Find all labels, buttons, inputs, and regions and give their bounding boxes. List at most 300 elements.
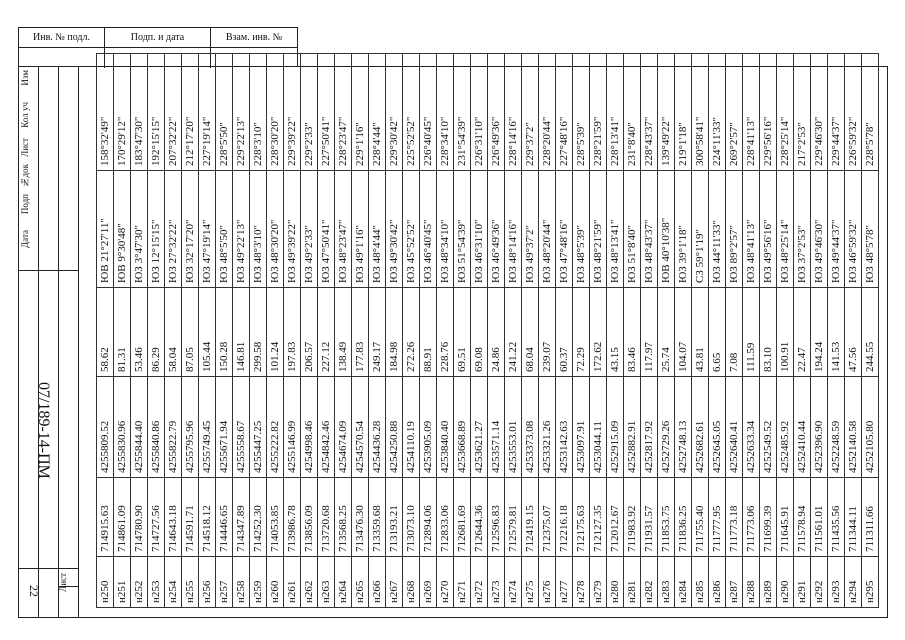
cell-x: 712127.35 — [590, 478, 607, 557]
cell-name: н262 — [301, 557, 318, 608]
cell-len: 60.37 — [556, 288, 573, 377]
cell-ang: 224°11'33" — [709, 54, 726, 171]
cell-y: 4252729.26 — [658, 377, 675, 478]
cell-dir: ЮЗ 49°30'42" — [386, 171, 403, 288]
cell-len: 138.49 — [335, 288, 352, 377]
cell-y: 4252105.80 — [862, 377, 879, 478]
cell-len: 43.15 — [607, 288, 624, 377]
table-row — [471, 54, 488, 608]
cell-x: 714347.89 — [233, 478, 250, 557]
cell-y: 4254250.88 — [386, 377, 403, 478]
cell-ang: 231°54'39" — [454, 54, 471, 171]
cell-name: н265 — [352, 557, 369, 608]
cell-len: 244.55 — [862, 288, 879, 377]
col-label-list: Лист — [20, 138, 30, 157]
cell-dir: ЮЗ 48°43'37" — [641, 171, 658, 288]
cell-y: 4253571.14 — [488, 377, 505, 478]
cell-x: 713073.10 — [403, 478, 420, 557]
cell-ang: 183°47'30" — [131, 54, 148, 171]
cell-name: н276 — [539, 557, 556, 608]
cell-y: 4255447.25 — [250, 377, 267, 478]
cell-y: 4254110.19 — [403, 377, 420, 478]
cell-x: 712894.06 — [420, 478, 437, 557]
cell-name: н280 — [607, 557, 624, 608]
cell-name: н255 — [182, 557, 199, 608]
cell-dir: ЮЗ 47°50'41" — [318, 171, 335, 288]
cell-x: 712375.07 — [539, 478, 556, 557]
cell-len: 69.51 — [454, 288, 471, 377]
cell-ang: 229°37'2" — [522, 54, 539, 171]
cell-ang: 225°52'52" — [403, 54, 420, 171]
cell-ang: 158°32'49" — [97, 54, 114, 171]
table-row — [862, 54, 879, 608]
cell-x: 713986.78 — [284, 478, 301, 557]
cell-len: 184.98 — [386, 288, 403, 377]
document-code: 07/189-14-ПМ — [35, 381, 52, 479]
table-row — [624, 54, 641, 608]
cell-len: 22.47 — [794, 288, 811, 377]
cell-dir: ЮЗ 37°2'53" — [794, 171, 811, 288]
cell-name: н252 — [131, 557, 148, 608]
cell-x: 711836.25 — [675, 478, 692, 557]
cell-name: н269 — [420, 557, 437, 608]
coordinates-table — [96, 53, 879, 608]
cell-ang: 217°2'53" — [794, 54, 811, 171]
cell-dir: ЮЗ 48°4'44" — [369, 171, 386, 288]
cell-y: 4253321.26 — [539, 377, 556, 478]
cell-name: н264 — [335, 557, 352, 608]
cell-y: 4252633.34 — [743, 377, 760, 478]
cell-x: 714446.65 — [216, 478, 233, 557]
cell-y: 4252882.91 — [624, 377, 641, 478]
cell-len: 272.26 — [403, 288, 420, 377]
cell-x: 712644.36 — [471, 478, 488, 557]
cell-len: 101.24 — [267, 288, 284, 377]
cell-name: н292 — [811, 557, 828, 608]
cell-name: н274 — [505, 557, 522, 608]
cell-dir: ЮЗ 48°21'59" — [590, 171, 607, 288]
cell-len: 239.07 — [539, 288, 556, 377]
cell-len: 88.91 — [420, 288, 437, 377]
cell-ang: 228°21'59" — [590, 54, 607, 171]
cell-x: 714518.12 — [199, 478, 216, 557]
cell-x: 712579.81 — [505, 478, 522, 557]
vzam-label: Взам. инв. № — [211, 28, 297, 48]
table-row — [199, 54, 216, 608]
cell-dir: ЮЗ 47°19'14" — [199, 171, 216, 288]
cell-ang: 231°8'40" — [624, 54, 641, 171]
cell-name: н295 — [862, 557, 879, 608]
cell-name: н278 — [573, 557, 590, 608]
cell-y: 4252248.59 — [828, 377, 845, 478]
cell-x: 711344.11 — [845, 478, 862, 557]
cell-dir: ЮЗ 49°46'30" — [811, 171, 828, 288]
cell-dir: ЮЗ 49°22'13" — [233, 171, 250, 288]
cell-x: 711699.39 — [760, 478, 777, 557]
table-row — [743, 54, 760, 608]
cell-len: 141.53 — [828, 288, 845, 377]
table-row — [607, 54, 624, 608]
cell-y: 4252549.52 — [760, 377, 777, 478]
cell-len: 194.24 — [811, 288, 828, 377]
cell-x: 711645.91 — [777, 478, 794, 557]
table-row — [267, 54, 284, 608]
col-label-kol: Кол уч — [20, 102, 30, 128]
table-row — [488, 54, 505, 608]
table-row — [216, 54, 233, 608]
cell-name: н251 — [114, 557, 131, 608]
cell-name: н284 — [675, 557, 692, 608]
cell-ang: 229°22'13" — [233, 54, 250, 171]
table-row — [522, 54, 539, 608]
cell-len: 53.46 — [131, 288, 148, 377]
table-row — [318, 54, 335, 608]
cell-name: н294 — [845, 557, 862, 608]
cell-y: 4253553.01 — [505, 377, 522, 478]
cell-dir: ЮЗ 51°54'39" — [454, 171, 471, 288]
cell-dir: ЮЗ 46°40'45" — [420, 171, 437, 288]
cell-dir: ЮЗ 48°34'10" — [437, 171, 454, 288]
cell-y: 4254674.09 — [335, 377, 352, 478]
cell-ang: 269°2'57" — [726, 54, 743, 171]
cell-y: 4252410.44 — [794, 377, 811, 478]
cell-len: 69.08 — [471, 288, 488, 377]
cell-ang: 219°1'18" — [675, 54, 692, 171]
cell-name: н285 — [692, 557, 709, 608]
cell-len: 197.83 — [284, 288, 301, 377]
table-row — [573, 54, 590, 608]
cell-y: 4254436.28 — [369, 377, 386, 478]
table-row — [420, 54, 437, 608]
cell-ang: 228°5'39" — [573, 54, 590, 171]
cell-len: 83.10 — [760, 288, 777, 377]
cell-ang: 226°49'36" — [488, 54, 505, 171]
table-row — [539, 54, 556, 608]
cell-dir: ЮЗ 48°5'50" — [216, 171, 233, 288]
cell-x: 713720.68 — [318, 478, 335, 557]
cell-name: н250 — [97, 557, 114, 608]
table-row — [165, 54, 182, 608]
cell-dir: ЮЗ 32°17'20" — [182, 171, 199, 288]
cell-y: 4252396.90 — [811, 377, 828, 478]
cell-ang: 226°31'10" — [471, 54, 488, 171]
table-row — [454, 54, 471, 608]
cell-dir: ЮВ 21°27'11" — [97, 171, 114, 288]
cell-len: 72.29 — [573, 288, 590, 377]
cell-y: 4255830.96 — [114, 377, 131, 478]
cell-y: 4253668.89 — [454, 377, 471, 478]
cell-ang: 228°43'37" — [641, 54, 658, 171]
cell-y: 4255558.67 — [233, 377, 250, 478]
cell-ang: 300°58'41" — [692, 54, 709, 171]
cell-ang: 229°1'16" — [352, 54, 369, 171]
cell-len: 24.86 — [488, 288, 505, 377]
cell-ang: 228°4'44" — [369, 54, 386, 171]
col-label-ndoc: №док — [20, 164, 30, 188]
table-row — [811, 54, 828, 608]
cell-ang: 229°39'22" — [284, 54, 301, 171]
cell-ang: 228°13'41" — [607, 54, 624, 171]
cell-len: 43.81 — [692, 288, 709, 377]
cell-dir: ЮЗ 48°13'41" — [607, 171, 624, 288]
cell-dir: ЮЗ 48°14'16" — [505, 171, 522, 288]
cell-ang: 228°30'20" — [267, 54, 284, 171]
cell-name: н290 — [777, 557, 794, 608]
cell-len: 58.62 — [97, 288, 114, 377]
cell-name: н254 — [165, 557, 182, 608]
cell-y: 4253840.40 — [437, 377, 454, 478]
cell-name: н279 — [590, 557, 607, 608]
cell-x: 711983.92 — [624, 478, 641, 557]
table-row — [590, 54, 607, 608]
cell-dir: ЮЗ 44°11'33" — [709, 171, 726, 288]
table-row — [675, 54, 692, 608]
cell-y: 4252645.05 — [709, 377, 726, 478]
cell-ang: 228°14'16" — [505, 54, 522, 171]
cell-ang: 228°3'10" — [250, 54, 267, 171]
cell-len: 150.28 — [216, 288, 233, 377]
cell-y: 4255146.99 — [284, 377, 301, 478]
cell-y: 4253905.09 — [420, 377, 437, 478]
cell-name: н281 — [624, 557, 641, 608]
cell-ang: 192°15'15" — [148, 54, 165, 171]
cell-y: 4252915.09 — [607, 377, 624, 478]
table-row — [301, 54, 318, 608]
cell-len: 25.74 — [658, 288, 675, 377]
sheet-label: Лист — [58, 573, 68, 592]
cell-len: 87.05 — [182, 288, 199, 377]
cell-x: 713568.25 — [335, 478, 352, 557]
cell-ang: 229°30'42" — [386, 54, 403, 171]
cell-name: н266 — [369, 557, 386, 608]
cell-y: 4253097.91 — [573, 377, 590, 478]
cell-dir: ЮЗ 46°31'10" — [471, 171, 488, 288]
col-label-izm: Изм — [20, 70, 30, 86]
cell-dir: ЮВ 40°10'38" — [658, 171, 675, 288]
cell-name: н277 — [556, 557, 573, 608]
cell-ang: 228°25'14" — [777, 54, 794, 171]
table-row — [369, 54, 386, 608]
cell-len: 299.58 — [250, 288, 267, 377]
cell-len: 227.12 — [318, 288, 335, 377]
cell-ang: 227°48'16" — [556, 54, 573, 171]
cell-len: 228.76 — [437, 288, 454, 377]
cell-dir: ЮЗ 3°47'30" — [131, 171, 148, 288]
table-row — [760, 54, 777, 608]
table-row — [114, 54, 131, 608]
cell-ang: 226°59'32" — [845, 54, 862, 171]
cell-dir: ЮЗ 49°1'16" — [352, 171, 369, 288]
cell-dir: ЮЗ 48°3'10" — [250, 171, 267, 288]
table-row — [794, 54, 811, 608]
cell-dir: ЮЗ 49°56'16" — [760, 171, 777, 288]
cell-dir: ЮЗ 39°1'18" — [675, 171, 692, 288]
cell-y: 4255222.82 — [267, 377, 284, 478]
cell-x: 713193.21 — [386, 478, 403, 557]
table-row — [403, 54, 420, 608]
cell-y: 4255809.52 — [97, 377, 114, 478]
cell-x: 714252.30 — [250, 478, 267, 557]
cell-x: 712216.18 — [556, 478, 573, 557]
coordinates-table-wrapper — [96, 108, 876, 608]
cell-x: 712833.06 — [437, 478, 454, 557]
cell-x: 713856.09 — [301, 478, 318, 557]
cell-y: 4255822.79 — [165, 377, 182, 478]
cell-x: 711773.06 — [743, 478, 760, 557]
cell-dir: ЮЗ 46°49'36" — [488, 171, 505, 288]
cell-dir: ЮЗ 48°5'78" — [862, 171, 879, 288]
cell-name: н288 — [743, 557, 760, 608]
cell-x: 711853.75 — [658, 478, 675, 557]
cell-len: 177.83 — [352, 288, 369, 377]
table-row — [233, 54, 250, 608]
cell-ang: 226°40'45" — [420, 54, 437, 171]
cell-y: 4255795.96 — [182, 377, 199, 478]
cell-name: н275 — [522, 557, 539, 608]
cell-ang: 228°41'13" — [743, 54, 760, 171]
inv-label: Инв. № подл. — [19, 28, 105, 48]
cell-x: 711773.18 — [726, 478, 743, 557]
cell-name: н267 — [386, 557, 403, 608]
table-row — [777, 54, 794, 608]
cell-dir: ЮЗ 48°5'39" — [573, 171, 590, 288]
cell-ang: 227°50'41" — [318, 54, 335, 171]
cell-len: 117.97 — [641, 288, 658, 377]
cell-x: 711578.94 — [794, 478, 811, 557]
cell-dir: ЮЗ 47°48'16" — [556, 171, 573, 288]
cell-y: 4253044.11 — [590, 377, 607, 478]
table-row — [505, 54, 522, 608]
cell-name: н271 — [454, 557, 471, 608]
cell-ang: 212°17'20" — [182, 54, 199, 171]
cell-x: 714727.56 — [148, 478, 165, 557]
cell-len: 100.91 — [777, 288, 794, 377]
cell-y: 4252640.41 — [726, 377, 743, 478]
table-row — [658, 54, 675, 608]
cell-y: 4254842.46 — [318, 377, 335, 478]
cell-y: 4252140.58 — [845, 377, 862, 478]
cell-x: 714861.09 — [114, 478, 131, 557]
cell-ang: 170°29'12" — [114, 54, 131, 171]
cell-ang: 228°34'10" — [437, 54, 454, 171]
cell-name: н289 — [760, 557, 777, 608]
sheet-number: 22 — [27, 585, 41, 597]
table-row — [250, 54, 267, 608]
cell-x: 714915.63 — [97, 478, 114, 557]
cell-x: 712681.69 — [454, 478, 471, 557]
cell-y: 4253621.27 — [471, 377, 488, 478]
cell-y: 4253373.08 — [522, 377, 539, 478]
cell-dir: ЮЗ 48°23'47" — [335, 171, 352, 288]
cell-x: 711931.57 — [641, 478, 658, 557]
table-row — [726, 54, 743, 608]
cell-dir: ЮВ 9°30'48" — [114, 171, 131, 288]
cell-y: 4252682.61 — [692, 377, 709, 478]
cell-name: н293 — [828, 557, 845, 608]
table-row — [709, 54, 726, 608]
cell-name: н287 — [726, 557, 743, 608]
cell-dir: ЮЗ 49°39'22" — [284, 171, 301, 288]
cell-dir: ЮЗ 48°30'20" — [267, 171, 284, 288]
cell-ang: 139°49'22" — [658, 54, 675, 171]
cell-name: н257 — [216, 557, 233, 608]
cell-x: 714053.85 — [267, 478, 284, 557]
cell-dir: ЮЗ 46°59'32" — [845, 171, 862, 288]
cell-ang: 228°20'44" — [539, 54, 556, 171]
cell-name: н282 — [641, 557, 658, 608]
cell-dir: ЮЗ 27°32'22" — [165, 171, 182, 288]
cell-name: н259 — [250, 557, 267, 608]
cell-name: н268 — [403, 557, 420, 608]
cell-dir: ЮЗ 51°8'40" — [624, 171, 641, 288]
cell-len: 172.62 — [590, 288, 607, 377]
cell-x: 714780.90 — [131, 478, 148, 557]
cell-y: 4253142.63 — [556, 377, 573, 478]
cell-x: 712012.67 — [607, 478, 624, 557]
cell-x: 711777.95 — [709, 478, 726, 557]
table-row — [131, 54, 148, 608]
cell-y: 4252817.92 — [641, 377, 658, 478]
cell-y: 4252748.13 — [675, 377, 692, 478]
table-row — [335, 54, 352, 608]
cell-name: н263 — [318, 557, 335, 608]
cell-y: 4252485.92 — [777, 377, 794, 478]
cell-len: 7.08 — [726, 288, 743, 377]
table-row — [352, 54, 369, 608]
table-row — [182, 54, 199, 608]
cell-dir: ЮЗ 89°2'57" — [726, 171, 743, 288]
cell-y: 4254570.54 — [352, 377, 369, 478]
cell-ang: 207°32'22" — [165, 54, 182, 171]
cell-name: н273 — [488, 557, 505, 608]
cell-name: н261 — [284, 557, 301, 608]
cell-len: 86.29 — [148, 288, 165, 377]
cell-dir: СЗ 59°1'19" — [692, 171, 709, 288]
cell-x: 712175.63 — [573, 478, 590, 557]
table-row — [692, 54, 709, 608]
cell-len: 206.57 — [301, 288, 318, 377]
table-row — [556, 54, 573, 608]
cell-name: н256 — [199, 557, 216, 608]
cell-len: 241.22 — [505, 288, 522, 377]
cell-name: н270 — [437, 557, 454, 608]
cell-ang: 229°56'16" — [760, 54, 777, 171]
cell-x: 714591.71 — [182, 478, 199, 557]
cell-x: 713476.30 — [352, 478, 369, 557]
cell-len: 58.04 — [165, 288, 182, 377]
cell-dir: ЮЗ 49°2'33" — [301, 171, 318, 288]
cell-x: 711561.01 — [811, 478, 828, 557]
cell-ang: 228°5'50" — [216, 54, 233, 171]
cell-x: 712419.15 — [522, 478, 539, 557]
cell-dir: ЮЗ 48°41'13" — [743, 171, 760, 288]
cell-x: 711755.40 — [692, 478, 709, 557]
cell-dir: ЮЗ 45°52'52" — [403, 171, 420, 288]
table-row — [828, 54, 845, 608]
cell-dir: ЮЗ 49°44'37" — [828, 171, 845, 288]
table-row — [641, 54, 658, 608]
cell-name: н272 — [471, 557, 488, 608]
cell-dir: ЮЗ 49°37'2" — [522, 171, 539, 288]
cell-len: 111.59 — [743, 288, 760, 377]
cell-name: н291 — [794, 557, 811, 608]
cell-len: 68.04 — [522, 288, 539, 377]
cell-len: 146.81 — [233, 288, 250, 377]
inv-blank — [19, 48, 105, 68]
cell-dir: ЮЗ 12°15'15" — [148, 171, 165, 288]
cell-x: 711311.66 — [862, 478, 879, 557]
cell-len: 81.31 — [114, 288, 131, 377]
